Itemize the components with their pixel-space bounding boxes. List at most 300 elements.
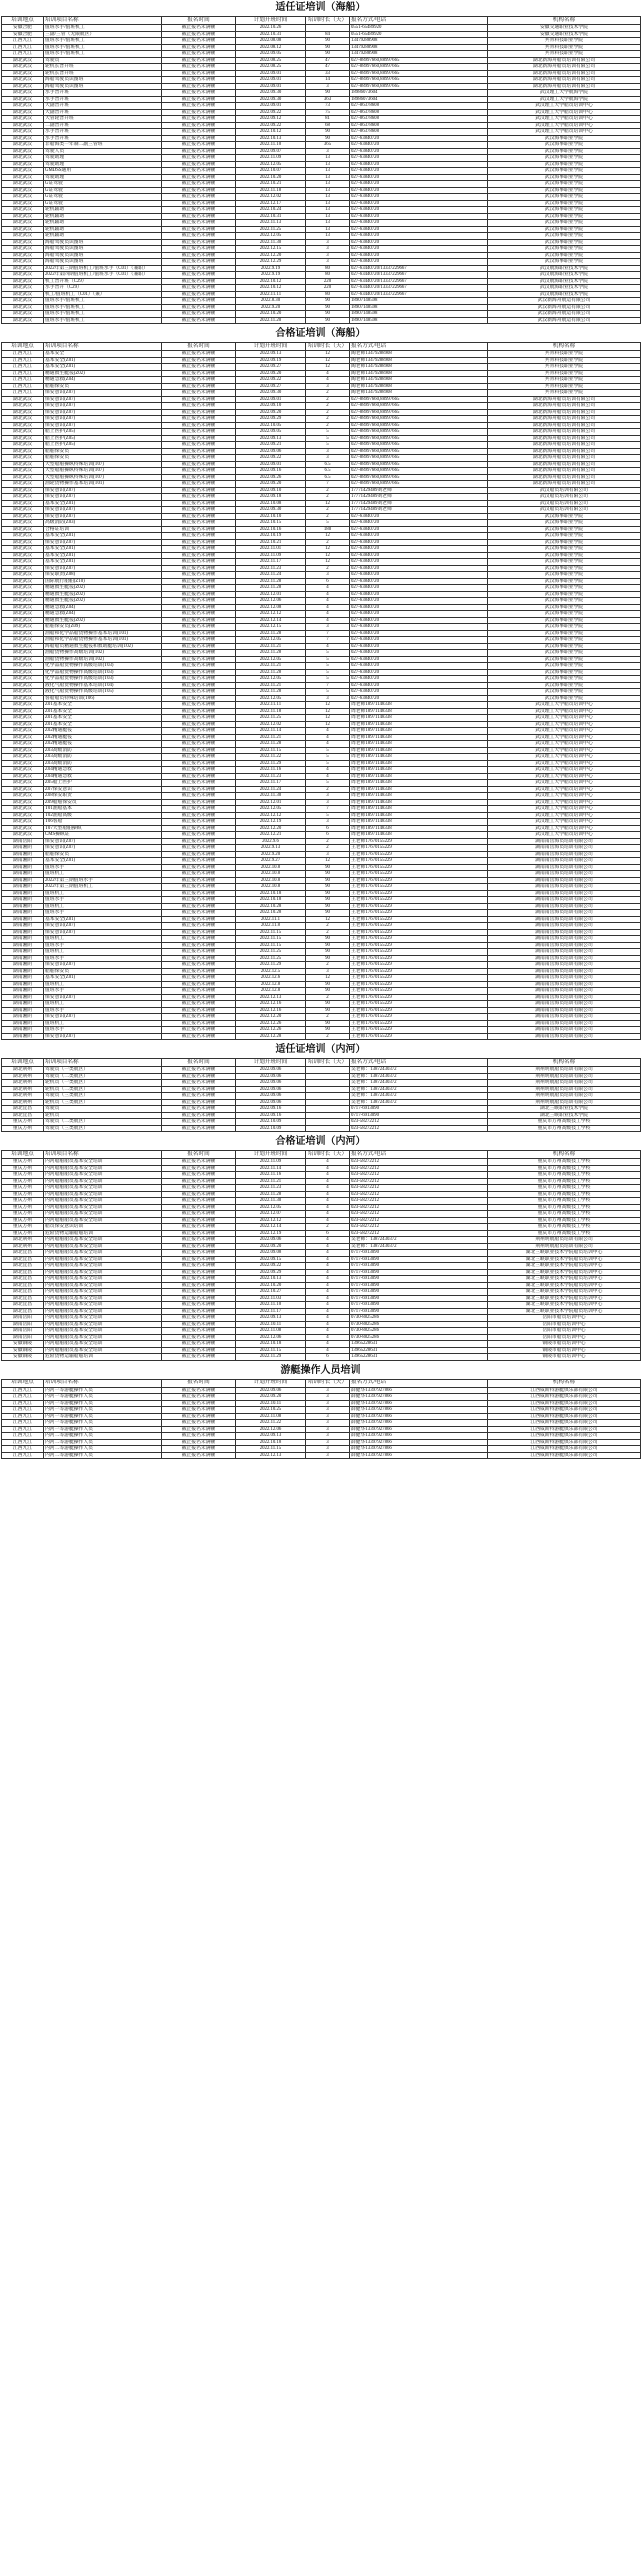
table-cell: 铜陵市船员培训中心 [488, 1347, 641, 1354]
table-cell: 武汉理工大学船员培训中心 [488, 728, 641, 735]
table-cell: 17771429489刘老师 [350, 507, 488, 514]
table-cell: 武汉海事职业学院 [488, 578, 641, 585]
table-cell: 027-63840720 [350, 650, 488, 657]
table-cell: 截止报名未满额 [162, 1243, 236, 1250]
table-cell: 截止报名未满额 [162, 351, 236, 358]
table-cell: 湖北三峡职业技术学院 [488, 1106, 641, 1113]
table-cell: 截止报名未满额 [162, 1125, 236, 1132]
table-cell: 截止报名未满额 [162, 44, 236, 51]
table-cell: 保安意识(Z07) [44, 487, 162, 494]
column-header: 报名时间 [162, 1151, 236, 1159]
table-cell: 吴老师：13872430372 [350, 1073, 488, 1080]
table-cell: 截止报名未满额 [162, 936, 236, 943]
table-cell: 2022.10.16 [236, 526, 306, 533]
table-cell: 2022.09.13 [236, 435, 306, 442]
table-cell: 重庆市万州高级技工学校 [488, 1125, 641, 1132]
table-cell: 截止报名未满额 [162, 624, 236, 631]
table-cell: 共青科技职业学院 [488, 357, 641, 364]
table-cell: 重庆市万州高级技工学校 [488, 1165, 641, 1172]
table-cell: 值班机工 [44, 890, 162, 897]
table-cell: 值班水手/值班机工 [44, 311, 162, 318]
table-cell: 截止报名未满额 [162, 773, 236, 780]
column-header: 培训时长（天） [306, 1151, 350, 1159]
section-gap [0, 1459, 641, 1461]
table-cell: 保安意识(Z07) [44, 507, 162, 514]
table-cell: 4 [306, 643, 350, 650]
table-cell: 湖南湘阴 [2, 936, 44, 943]
table-row [2, 317, 641, 324]
table-cell: 湖北武汉 [2, 799, 44, 806]
table-cell: 船舶保安员 [44, 448, 162, 455]
table-cell: 周老师18971148338 [350, 708, 488, 715]
table-cell: 湖北荆州 [2, 1237, 44, 1244]
table-cell: 13 [306, 233, 350, 240]
table-cell: 2022.11.21 [236, 1178, 306, 1185]
table-cell: 027-63840720 [350, 513, 488, 520]
table-cell: 截止报名未满额 [162, 884, 236, 891]
table-cell: 0717-6913090 [350, 1282, 488, 1289]
table-cell: 基本安全(Z01) [44, 559, 162, 566]
table-cell: 湖北武汉 [2, 200, 44, 207]
table-cell: 2 [306, 396, 350, 403]
table-cell: 保安意识(Z07) [44, 565, 162, 572]
table-cell: 湖北武汉 [2, 416, 44, 423]
table-cell: 湖北三峡职业技术学院船员培训中心 [488, 1269, 641, 1276]
table-cell: 2022.10.09 [236, 1125, 306, 1132]
table-cell: 2022.12.05 [236, 806, 306, 813]
table-cell: 湖南南岳海员培训有限公司 [488, 1014, 641, 1021]
table-cell: 湖南湘阴 [2, 962, 44, 969]
table-cell: 2022.09.01 [236, 83, 306, 90]
table-cell: 2022.10.13 [236, 1276, 306, 1283]
table-cell: 王老师17670155229 [350, 897, 488, 904]
table-cell: 2022.11.21 [236, 682, 306, 689]
table-cell: 截止报名未满额 [162, 1276, 236, 1283]
table-cell: 截止报名未满额 [162, 682, 236, 689]
table-cell: 湖南南岳海员培训有限公司 [488, 910, 641, 917]
table-cell: 2022.10.12 [236, 285, 306, 292]
table-cell: 共青科技职业学院 [488, 38, 641, 45]
table-cell: 共青科技职业学院 [488, 383, 641, 390]
table-cell: 湖北新海舟船员培训有限公司 [488, 481, 641, 488]
table-cell: 2022.10.28 [236, 910, 306, 917]
table-cell: 5 [306, 754, 350, 761]
table-cell: 截止报名未满额 [162, 1093, 236, 1100]
table-cell: 截止报名未满额 [162, 1394, 236, 1401]
table-cell: Z01基本安全 [44, 708, 162, 715]
table-cell: 14 [306, 77, 350, 84]
table-cell: 027-88997660,88997665 [350, 461, 488, 468]
table-cell: 截止报名未满额 [162, 877, 236, 884]
table-cell: 薛健华13397927866 [350, 1400, 488, 1407]
column-header: 报名时间 [162, 17, 236, 25]
table-cell: 湖北武汉 [2, 285, 44, 292]
table-cell: 截止报名未满额 [162, 1020, 236, 1027]
table-cell: 截止报名未满额 [162, 591, 236, 598]
table-cell: 13 [306, 181, 350, 188]
table-cell: 大型船舶操纵特殊培训(T07) [44, 468, 162, 475]
table-cell: 2022.11.28 [236, 669, 306, 676]
table-cell: 027-86378608 [350, 116, 488, 123]
table-cell: 海船驾驶员识图班 [44, 239, 162, 246]
table-cell: 武汉理工大学船员培训中心 [488, 741, 641, 748]
table-cell: 值班水手 [44, 864, 162, 871]
table-cell: 4 [306, 370, 350, 377]
table-cell: 2022.10.10 [236, 513, 306, 520]
table-cell: 湖北武汉 [2, 278, 44, 285]
table-cell: 荆州明航船员培训有限公司 [488, 1073, 641, 1080]
table-cell: 重庆市万州高级技工学校 [488, 1217, 641, 1224]
table-cell: 17771429489刘老师 [350, 487, 488, 494]
table-cell: 027-63840720 [350, 194, 488, 201]
table-cell: 90 [306, 871, 350, 878]
table-cell: 027-63840720 [350, 246, 488, 253]
table-cell: 三副/三管（无限航区） [44, 31, 162, 38]
table-cell: 6 [306, 1230, 350, 1237]
table-cell: 截止报名未满额 [162, 1217, 236, 1224]
table-cell: 2022.11.08 [236, 1413, 306, 1420]
table-cell: 周老师18971148338 [350, 734, 488, 741]
table-cell: 湖南南岳海员培训有限公司 [488, 877, 641, 884]
table-cell: 截止报名未满额 [162, 51, 236, 58]
table-cell: 武汉新海舟航运有限公司 [488, 304, 641, 311]
table-cell: 5 [306, 812, 350, 819]
table-cell: 3 [306, 239, 350, 246]
table-cell: 2 [306, 390, 350, 397]
table-cell: 内河船舶船员基本安全培训 [44, 1334, 162, 1341]
table-cell: 保安意识(Z07) [44, 1033, 162, 1040]
table-cell: 武汉海事职业学院 [488, 565, 641, 572]
table-cell: 180 [306, 526, 350, 533]
table-cell: 武汉航海职业技术学院 [488, 265, 641, 272]
table-cell: 王老师17670155229 [350, 955, 488, 962]
table-cell: 2022.09.22 [236, 455, 306, 462]
table-cell: 江西威斯特游艇俱乐部有限公司 [488, 1387, 641, 1394]
table-cell: 2022.11.16 [236, 1172, 306, 1179]
table-cell: 3 [306, 259, 350, 266]
table-cell: 湖北武汉 [2, 422, 44, 429]
table-cell: 截止报名未满额 [162, 825, 236, 832]
table-cell: 湖南岳阳 [2, 838, 44, 845]
table-cell: 江西威斯特游艇俱乐部有限公司 [488, 1452, 641, 1459]
table-cell: 2022.11.01 [236, 546, 306, 553]
table-cell: Z04精通急救 [44, 773, 162, 780]
table-cell: 2022.11.11 [236, 291, 306, 298]
table-cell: 湖北武汉 [2, 220, 44, 227]
table-cell: 13 [306, 174, 350, 181]
table-cell: 武汉海事职业学院 [488, 604, 641, 611]
table-cell: 截止报名未满额 [162, 1269, 236, 1276]
table-cell: 027-88997660,88997665 [350, 448, 488, 455]
table-cell: 2022.10.20 [236, 1282, 306, 1289]
table-cell: 2022.11.21 [236, 663, 306, 670]
table-cell: 内河船舶船员基本安全培训 [44, 1159, 162, 1166]
table-cell: 2022.09.06 [236, 1099, 306, 1106]
table-cell: 周老师18971148338 [350, 819, 488, 826]
table-cell: 2022.11.09 [236, 552, 306, 559]
table-cell: 湖南湘阴 [2, 884, 44, 891]
table-cell: 2022.09.01 [236, 77, 306, 84]
table-cell: 武汉新海舟航运有限公司 [488, 298, 641, 305]
table-cell: 2 [306, 994, 350, 1001]
table-cell: 机工晋升班（C29） [44, 278, 162, 285]
table-cell: 武汉航海职业技术学院 [488, 285, 641, 292]
table-cell: 2 [306, 845, 350, 852]
table-cell: 2022.11.14 [236, 1165, 306, 1172]
table-cell: 2022.12.20 [236, 825, 306, 832]
table-cell: 武汉航海职业技术学院 [488, 291, 641, 298]
table-cell: 王老师17670155229 [350, 962, 488, 969]
table-cell: 截止报名未满额 [162, 252, 236, 259]
column-header: 计划开班时间 [236, 343, 306, 351]
table-cell: 0730-8825286 [350, 1328, 488, 1335]
table-cell: 6 [306, 1354, 350, 1361]
table-cell: 湖北三峡职业技术学院船员培训中心 [488, 1256, 641, 1263]
column-header: 报名方式/电话 [350, 1151, 488, 1159]
table-cell: 2022.12.01 [236, 591, 306, 598]
table-cell: 截止报名未满额 [162, 70, 236, 77]
table-cell: 内河船舶船员基本安全培训 [44, 1347, 162, 1354]
table-cell: 重庆市万州高级技工学校 [488, 1191, 641, 1198]
table-cell: 2022.11.18 [236, 187, 306, 194]
table-cell: 2022.12.14 [236, 617, 306, 624]
table-cell: 湖北荆州 [2, 1243, 44, 1250]
table-cell: 值班水手 [44, 1027, 162, 1034]
table-cell: 湖南湘阴 [2, 916, 44, 923]
table-cell: 湖北武汉 [2, 116, 44, 123]
table-cell: 湖北武汉 [2, 77, 44, 84]
table-cell: 2022.12.12 [236, 611, 306, 618]
table-cell: 湖北武汉 [2, 552, 44, 559]
table-cell: 5 [306, 520, 350, 527]
table-cell: 荆州明航船员培训有限公司 [488, 1093, 641, 1100]
table-cell: 027-63840720 [350, 259, 488, 266]
table-cell: 值班水手/值班机工 [44, 51, 162, 58]
table-cell: 内河船舶船员基本安全培训 [44, 1185, 162, 1192]
table-cell: Z01基本安全 [44, 715, 162, 722]
table-cell: 截止报名未满额 [162, 721, 236, 728]
table-cell: 2022.12.05 [236, 676, 306, 683]
table-cell: 2022.12.06 [236, 598, 306, 605]
table-cell: 周老师18971148338 [350, 780, 488, 787]
table-cell: 值班水手/值班机工 [44, 304, 162, 311]
table-cell: 湖北武汉 [2, 474, 44, 481]
table-cell: 合格证培训 [44, 526, 162, 533]
table-cell: 湖北武汉 [2, 259, 44, 266]
table-cell: 薛健华13397927866 [350, 1387, 488, 1394]
table-cell: 重庆万州 [2, 1159, 44, 1166]
table-cell: 周老师18971148338 [350, 715, 488, 722]
table-cell: 江西九江 [2, 1413, 44, 1420]
table-cell: 内河船舶船员基本安全培训 [44, 1295, 162, 1302]
table-cell: 2022.10.08 [236, 500, 306, 507]
table-cell: 基本安全(Z01) [44, 552, 162, 559]
table-cell: 精通急救(Z04) [44, 604, 162, 611]
table-cell: 湖北武汉 [2, 507, 44, 514]
table-cell: 武汉理工大学船员培训中心 [488, 122, 641, 129]
table-cell: 值班水手 [44, 955, 162, 962]
table-cell: 3 [306, 1452, 350, 1459]
table-cell: 武汉海事职业学院 [488, 617, 641, 624]
table-cell: 2022.12.16 [236, 1007, 306, 1014]
table-cell: 重庆市万州高级技工学校 [488, 1198, 641, 1205]
table-cell: 湖北武汉 [2, 481, 44, 488]
table-cell: 周老师18971148338 [350, 721, 488, 728]
table-cell: 027-63840720 [350, 161, 488, 168]
table-cell: 023-58272212 [350, 1224, 488, 1231]
table-cell: 027-63840720 [350, 148, 488, 155]
table-cell: 90 [306, 317, 350, 324]
table-cell: 湖北武汉 [2, 773, 44, 780]
table-cell: 47 [306, 57, 350, 64]
table-cell: 共青科技职业学院 [488, 370, 641, 377]
table-cell: 截止报名未满额 [162, 1334, 236, 1341]
table-cell: 截止报名未满额 [162, 435, 236, 442]
table-cell: 武汉新海舟航运有限公司 [488, 317, 641, 324]
table-cell: 湖北武汉 [2, 591, 44, 598]
table-cell: 7 [306, 481, 350, 488]
table-cell: 值班机工 [44, 1001, 162, 1008]
table-cell: 武汉海事职业学院 [488, 695, 641, 702]
table-cell: 2022.12.12 [236, 1217, 306, 1224]
table-cell: 值班水手 [44, 897, 162, 904]
table-cell: 保安意识(Z07) [44, 409, 162, 416]
table-cell: 湖南南岳海员培训有限公司 [488, 1033, 641, 1040]
table-cell: 截止报名未满额 [162, 747, 236, 754]
table-cell: 湖南南岳海员培训有限公司 [488, 968, 641, 975]
table-cell: 6 [306, 578, 350, 585]
table-cell: 湖北新海舟船员培训有限公司 [488, 403, 641, 410]
table-cell: 2022.10.31 [236, 213, 306, 220]
table-cell: 截止报名未满额 [162, 455, 236, 462]
table-cell: 027-63840720 [350, 585, 488, 592]
table-cell: 高级消防(Z03) [44, 520, 162, 527]
table-cell: 2022.09.10 [236, 403, 306, 410]
table-cell: 2022.09.10 [236, 487, 306, 494]
table-cell: 90 [306, 903, 350, 910]
table-cell: 截止报名未满额 [162, 708, 236, 715]
table-cell: 363 [306, 96, 350, 103]
table-cell: 截止报名未满额 [162, 226, 236, 233]
table-cell: 12 [306, 715, 350, 722]
table-cell: 截止报名未满额 [162, 161, 236, 168]
table-cell: 2022.11.23 [236, 773, 306, 780]
table-cell: 84 [306, 31, 350, 38]
table-cell: 18907148598 [350, 304, 488, 311]
table-cell: 湖南湘阴 [2, 1033, 44, 1040]
table-cell: 武汉理工大学船员培训中心 [488, 715, 641, 722]
table-cell: 2022.10.12 [236, 278, 306, 285]
table-cell: 023-58272212 [350, 1198, 488, 1205]
table-cell: 027-63840720 [350, 252, 488, 259]
table-cell: 吴老师：13872430372 [350, 1243, 488, 1250]
table-cell: 驾驶员（一类航区） [44, 1067, 162, 1074]
table-cell: 027-63840720 [350, 591, 488, 598]
table-cell: 湖北武汉 [2, 747, 44, 754]
table-cell: 截止报名未满额 [162, 611, 236, 618]
table-cell: 江西威斯特游艇俱乐部有限公司 [488, 1413, 641, 1420]
table-cell: 化学品船货物操作高级培训(T03) [44, 669, 162, 676]
table-cell: 湖北武汉 [2, 291, 44, 298]
table-cell: 湖北三峡职业技术学院船员培训中心 [488, 1295, 641, 1302]
table-cell: 重庆万州 [2, 1119, 44, 1126]
table-cell: 2022.09.20 [236, 481, 306, 488]
table-cell: 027-88997660,88997665 [350, 77, 488, 84]
table-cell: 保安意识(Z07) [44, 390, 162, 397]
table-cell: 湖南湘阴 [2, 929, 44, 936]
table-cell: 5 [306, 429, 350, 436]
table-cell: 027-63840720 [350, 611, 488, 618]
table-cell: 截止报名未满额 [162, 546, 236, 553]
table-cell: 湖北武汉 [2, 448, 44, 455]
table-cell: 水手晋升班 [44, 90, 162, 97]
table-cell: 2022.9.6 [236, 838, 306, 845]
table-cell: 湖北武汉 [2, 656, 44, 663]
table-cell: 湖南岳阳 [2, 1328, 44, 1335]
table-cell: 共青科技职业学院 [488, 390, 641, 397]
table-cell: 王老师17670155229 [350, 851, 488, 858]
table-cell: 值班水手/值班机工 [44, 38, 162, 45]
table-cell: 2022.11.29 [236, 760, 306, 767]
table-cell: 2022.10.21 [236, 181, 306, 188]
table-cell: 截止报名未满额 [162, 429, 236, 436]
table-cell: 5 [306, 435, 350, 442]
table-cell: 湖北武汉 [2, 298, 44, 305]
table-cell: 2022.12.05 [236, 656, 306, 663]
table-cell: 湖北武汉 [2, 265, 44, 272]
table-cell: 68 [306, 122, 350, 129]
table-cell: Z02精通艇筏 [44, 734, 162, 741]
table-cell: 重庆市万州高级技工学校 [488, 1230, 641, 1237]
table-cell: 陶老师13479288908 [350, 370, 488, 377]
table-cell: 13 [306, 220, 350, 227]
table-cell: 江西九江 [2, 390, 44, 397]
table-cell: 保安意识(Z07) [44, 422, 162, 429]
table-cell: 湖北武汉 [2, 487, 44, 494]
table-cell: 值班水手 [44, 910, 162, 917]
table-cell: 湖北武汉 [2, 304, 44, 311]
table-cell: 2022.10.8 [236, 884, 306, 891]
table-cell: 2022.09.01 [236, 396, 306, 403]
table-cell: 截止报名未满额 [162, 1080, 236, 1087]
table-cell: 湖南岳阳 [2, 1321, 44, 1328]
table-cell: 4 [306, 1178, 350, 1185]
table-cell: 截止报名未满额 [162, 1001, 236, 1008]
table-cell: 王老师17670155229 [350, 1020, 488, 1027]
table-cell: 2022.11.20 [236, 317, 306, 324]
table-cell: 船舶保安员 [44, 455, 162, 462]
table-cell: 武汉理工大学船员培训中心 [488, 708, 641, 715]
table-cell: 武汉船员培训有限公司 [488, 507, 641, 514]
table-cell: 二副晋升班 [44, 122, 162, 129]
table-cell: 2022.09.30 [236, 96, 306, 103]
table-cell: 江西九江 [2, 364, 44, 371]
column-header: 报名方式/电话 [350, 17, 488, 25]
column-header: 报名时间 [162, 1059, 236, 1067]
table-cell: 截止报名未满额 [162, 1159, 236, 1166]
table-cell: 保安意识(Z07) [44, 845, 162, 852]
table-cell: 截止报名未满额 [162, 298, 236, 305]
table-cell: 027-63840720 [350, 546, 488, 553]
table-cell: 截止报名未满额 [162, 565, 236, 572]
table-cell: 湖南湘阴 [2, 1007, 44, 1014]
table-cell: 90 [306, 981, 350, 988]
table-cell: 值班机工 [44, 949, 162, 956]
table-cell: 2022.11.21 [236, 734, 306, 741]
table-cell: 4 [306, 604, 350, 611]
table-cell: 武汉海事职业学院 [488, 630, 641, 637]
table-cell: 4 [306, 1315, 350, 1322]
